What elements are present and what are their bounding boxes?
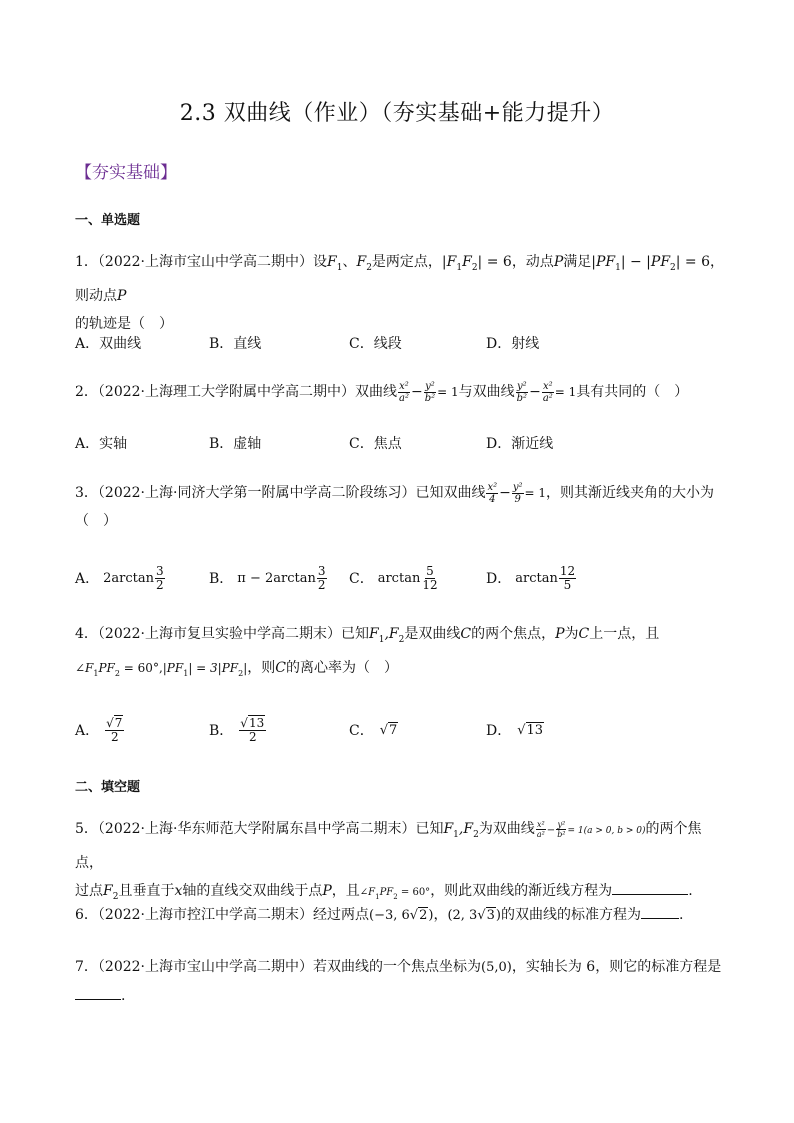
numerator: y² [517, 380, 527, 392]
numerator: y² [557, 819, 566, 829]
sqrt-sign: √ [517, 722, 526, 738]
math-var: F [103, 882, 113, 899]
denominator: 12 [422, 577, 438, 592]
fraction [486, 482, 498, 505]
math-sub: 1 [183, 668, 189, 678]
question-source: （2022·上海市宝山中学高二期中） [97, 959, 314, 975]
numerator: x² [536, 819, 545, 829]
math-var: P [555, 626, 565, 642]
question-text: 轴的直线交双曲线于点 [182, 882, 323, 899]
question-number: 1． [75, 254, 98, 270]
math-var: ,F [384, 626, 399, 642]
question-number: 7． [75, 959, 98, 975]
question-text: ，则 [247, 659, 276, 676]
question-text: . [121, 988, 126, 1004]
question-text: 双曲线 [355, 384, 397, 400]
math-var: F [443, 821, 454, 837]
question-text: ，且 [331, 882, 360, 899]
fraction [516, 381, 528, 404]
math-expr: | = 3|PF [188, 660, 239, 675]
math-expr: = 1 [524, 486, 547, 500]
option-d[interactable]: D．射线 [486, 336, 540, 352]
math-expr: ) [428, 908, 434, 923]
math-expr: |PF [162, 660, 184, 675]
question-text: ，则动点 [75, 254, 725, 304]
option-a[interactable]: A．双曲线 [75, 336, 142, 352]
math-expr: | [243, 660, 248, 675]
math-sub: 2 [366, 262, 372, 273]
question-source: （2022·上海理工大学附属中学高二期中） [97, 384, 355, 400]
numerator: 5 [426, 563, 434, 578]
radicand: 7 [114, 715, 123, 730]
radicand: 7 [389, 722, 398, 738]
math-sub: 2 [114, 668, 120, 678]
math-expr: = 60° [397, 886, 431, 898]
question-text: ，动点 [511, 254, 554, 270]
option-math: arctan [515, 570, 558, 586]
question-text: 已知双曲线 [415, 485, 486, 501]
option-label: C． [349, 723, 374, 739]
option-c[interactable]: C．焦点 [349, 436, 402, 452]
fraction [398, 381, 410, 404]
question-text: 已知 [341, 626, 370, 642]
fraction [512, 482, 524, 505]
question-text: 的两个焦点， [471, 626, 556, 642]
fraction [155, 565, 165, 592]
question-number: 4． [75, 626, 98, 642]
math-sub: 2 [670, 262, 676, 273]
question-source: （2022·上海市宝山中学高二期中） [97, 254, 314, 270]
question-text: 设 [313, 254, 328, 270]
sqrt-sign: √ [477, 908, 486, 923]
math-expr: |F [441, 254, 457, 270]
question-text: ，则此双曲线的渐近线方程为 [430, 882, 613, 899]
option-label: B． [209, 723, 234, 739]
question-6 [75, 901, 725, 930]
answer-blank[interactable] [612, 880, 688, 895]
fraction [424, 381, 436, 404]
question-text: 满足 [563, 254, 592, 270]
math-sub: 1 [615, 262, 621, 273]
option-a[interactable]: A．实轴 [75, 436, 128, 452]
denominator: 2 [317, 577, 326, 592]
numerator: x² [399, 380, 409, 392]
question-4-options [75, 714, 725, 746]
math-op: − [546, 825, 556, 836]
math-sub: 1 [93, 668, 99, 678]
math-var: F [356, 254, 367, 270]
question-text: 的两个焦点， [75, 821, 702, 871]
math-op: − [529, 384, 541, 400]
question-2 [75, 378, 725, 406]
math-var: C [460, 626, 472, 642]
fraction [556, 820, 566, 839]
math-op: − [410, 384, 423, 400]
math-expr: = 1 [437, 385, 459, 399]
math-expr: = 1 [554, 385, 577, 399]
math-var: C [578, 626, 590, 642]
question-7 [75, 953, 725, 1010]
question-text: . [679, 907, 684, 923]
question-number: 2． [75, 384, 98, 400]
sqrt-sign: √ [379, 722, 389, 738]
option-d[interactable]: D．渐近线 [486, 436, 554, 452]
fraction [542, 381, 554, 404]
question-4 [75, 620, 725, 688]
math-sub: 1 [456, 262, 463, 273]
option-label: A． [75, 723, 100, 739]
option-label: D． [486, 571, 512, 587]
math-expr: (−3, 6 [369, 908, 410, 923]
question-source: （2022·上海·同济大学第一附属中学高二阶段练习） [97, 485, 416, 501]
denominator: 9 [514, 493, 521, 505]
math-var: P [553, 254, 564, 270]
numerator: x² [487, 481, 498, 493]
option-math: 2arctan [103, 570, 154, 586]
denominator: 5 [563, 577, 572, 592]
question-text: . [688, 882, 693, 899]
question-source: （2022·上海市控江中学高二期末） [97, 907, 314, 923]
part-heading-single-choice: 一、单选题 [75, 213, 141, 228]
numerator: 3 [317, 563, 326, 578]
question-text: 为 [564, 626, 579, 642]
math-var: P [322, 882, 332, 899]
numerator: y² [512, 481, 523, 493]
math-expr: | = 6 [477, 254, 512, 270]
denominator: a² [399, 392, 409, 404]
option-a[interactable] [75, 562, 166, 594]
math-expr: = 1(a > 0, b > 0) [567, 826, 646, 836]
denominator: 2 [110, 729, 119, 744]
question-text: 为双曲线 [478, 821, 535, 837]
answer-blank[interactable] [641, 904, 679, 919]
answer-blank[interactable] [75, 985, 121, 1000]
question-1-options [75, 327, 725, 359]
math-var: P [117, 287, 127, 304]
math-expr: (5,0) [481, 960, 512, 975]
option-a[interactable] [75, 714, 125, 746]
option-b[interactable] [209, 714, 267, 746]
math-expr: ) [495, 908, 501, 923]
question-text: ，则其渐近线夹角的大小为 [546, 485, 715, 501]
math-expr: = 60°, [119, 660, 163, 675]
option-label: C． [349, 571, 374, 587]
option-label: B． [209, 571, 234, 587]
option-b[interactable]: B．虚轴 [209, 436, 262, 452]
fraction [105, 717, 124, 744]
question-text: 若双曲线的一个焦点坐标为 [313, 959, 482, 975]
fraction [317, 565, 327, 592]
question-3 [75, 479, 725, 535]
math-var: F [369, 626, 379, 642]
fraction [536, 820, 546, 839]
math-sub: 2 [398, 634, 405, 645]
math-sub: 2 [238, 668, 244, 678]
numerator: x² [542, 380, 553, 392]
question-text: 上一点，且 [589, 626, 660, 642]
math-sub: 2 [473, 829, 479, 840]
option-b[interactable] [209, 562, 328, 594]
fraction [559, 565, 576, 592]
question-number: 6． [75, 907, 98, 923]
question-text: 、 [342, 254, 357, 270]
sqrt-sign: √ [106, 715, 114, 730]
fraction [239, 717, 266, 744]
denominator: b² [557, 829, 566, 839]
part-heading-fill-blank: 二、填空题 [75, 780, 141, 795]
sqrt-sign: √ [409, 908, 419, 923]
sqrt-sign: √ [240, 715, 248, 730]
option-math: arctan [377, 570, 421, 586]
denominator: 2 [248, 729, 257, 744]
question-text: ， [433, 907, 448, 923]
numerator: y² [425, 380, 435, 392]
question-source: （2022·上海·华东师范大学附属东昌中学高二期末） [97, 821, 416, 837]
denominator: a² [542, 392, 553, 404]
math-expr: PF [379, 886, 394, 898]
question-text: ，实轴长为 6，则它的标准方程是 [511, 959, 722, 975]
math-expr: (2, 3 [447, 908, 478, 923]
denominator: 4 [489, 493, 496, 505]
question-text: 的双曲线的标准方程为 [501, 907, 641, 923]
question-number: 3． [75, 485, 98, 501]
denominator: b² [516, 392, 528, 404]
math-var: C [275, 659, 286, 676]
question-2-options [75, 427, 725, 459]
numerator: 12 [559, 563, 576, 578]
option-label: D． [486, 723, 512, 739]
math-expr: |PF [591, 254, 616, 270]
numerator: 3 [156, 563, 164, 578]
section-heading: 【夯实基础】 [75, 163, 177, 183]
page-title: 2.3 双曲线（作业）（夯实基础+能力提升） [179, 101, 615, 126]
question-text: 经过两点 [313, 907, 370, 923]
math-expr: ∠F [75, 660, 94, 675]
option-d[interactable] [486, 714, 544, 746]
math-sub: 1 [378, 634, 385, 645]
math-expr: | = 6 [675, 254, 711, 270]
question-number: 5． [75, 821, 98, 837]
option-b[interactable]: B．直线 [209, 336, 262, 352]
question-1 [75, 248, 725, 338]
question-3-options [75, 562, 725, 594]
denominator: a² [536, 829, 545, 839]
radicand: 3 [486, 908, 495, 923]
math-sub: 2 [112, 891, 119, 902]
option-c[interactable] [349, 714, 398, 746]
option-c[interactable] [349, 562, 440, 594]
math-expr: F [462, 254, 472, 270]
question-text: 且垂直于 [118, 882, 175, 899]
question-text: 与双曲线 [458, 384, 515, 400]
math-sub: 2 [471, 262, 478, 273]
question-text: 具有共同的（ ） [576, 384, 689, 400]
question-text: 过点 [75, 882, 103, 899]
radicand: 13 [526, 722, 544, 738]
math-sub: 1 [453, 829, 459, 840]
math-var: F [327, 254, 337, 270]
math-sub: 2 [393, 892, 398, 901]
option-label: A． [75, 571, 100, 587]
option-math: π − 2arctan [237, 570, 316, 586]
denominator: 2 [156, 577, 164, 592]
question-text: 的轨迹是（ ） [75, 315, 173, 332]
math-sub: 1 [336, 262, 343, 273]
option-c[interactable]: C．线段 [349, 336, 402, 352]
question-text: 的离心率为（ ） [285, 659, 398, 676]
denominator: b² [424, 392, 436, 404]
question-text: 是两定点， [371, 254, 442, 270]
question-text: 是双曲线 [404, 626, 461, 642]
math-sub: 1 [375, 892, 380, 901]
radicand: 2 [419, 908, 428, 923]
fraction [421, 565, 438, 592]
math-expr: | − |PF [620, 254, 671, 270]
math-op: − [499, 485, 511, 501]
question-text: （ ） [75, 513, 117, 529]
option-d[interactable] [486, 562, 577, 594]
question-text: 已知 [415, 821, 444, 837]
question-5 [75, 815, 725, 911]
math-var: ,F [458, 821, 474, 837]
math-expr: ∠F [359, 886, 376, 898]
radicand: 13 [248, 715, 265, 730]
question-source: （2022·上海市复旦实验中学高二期末） [97, 626, 342, 642]
math-var: x [174, 882, 183, 899]
math-expr: PF [98, 660, 115, 675]
